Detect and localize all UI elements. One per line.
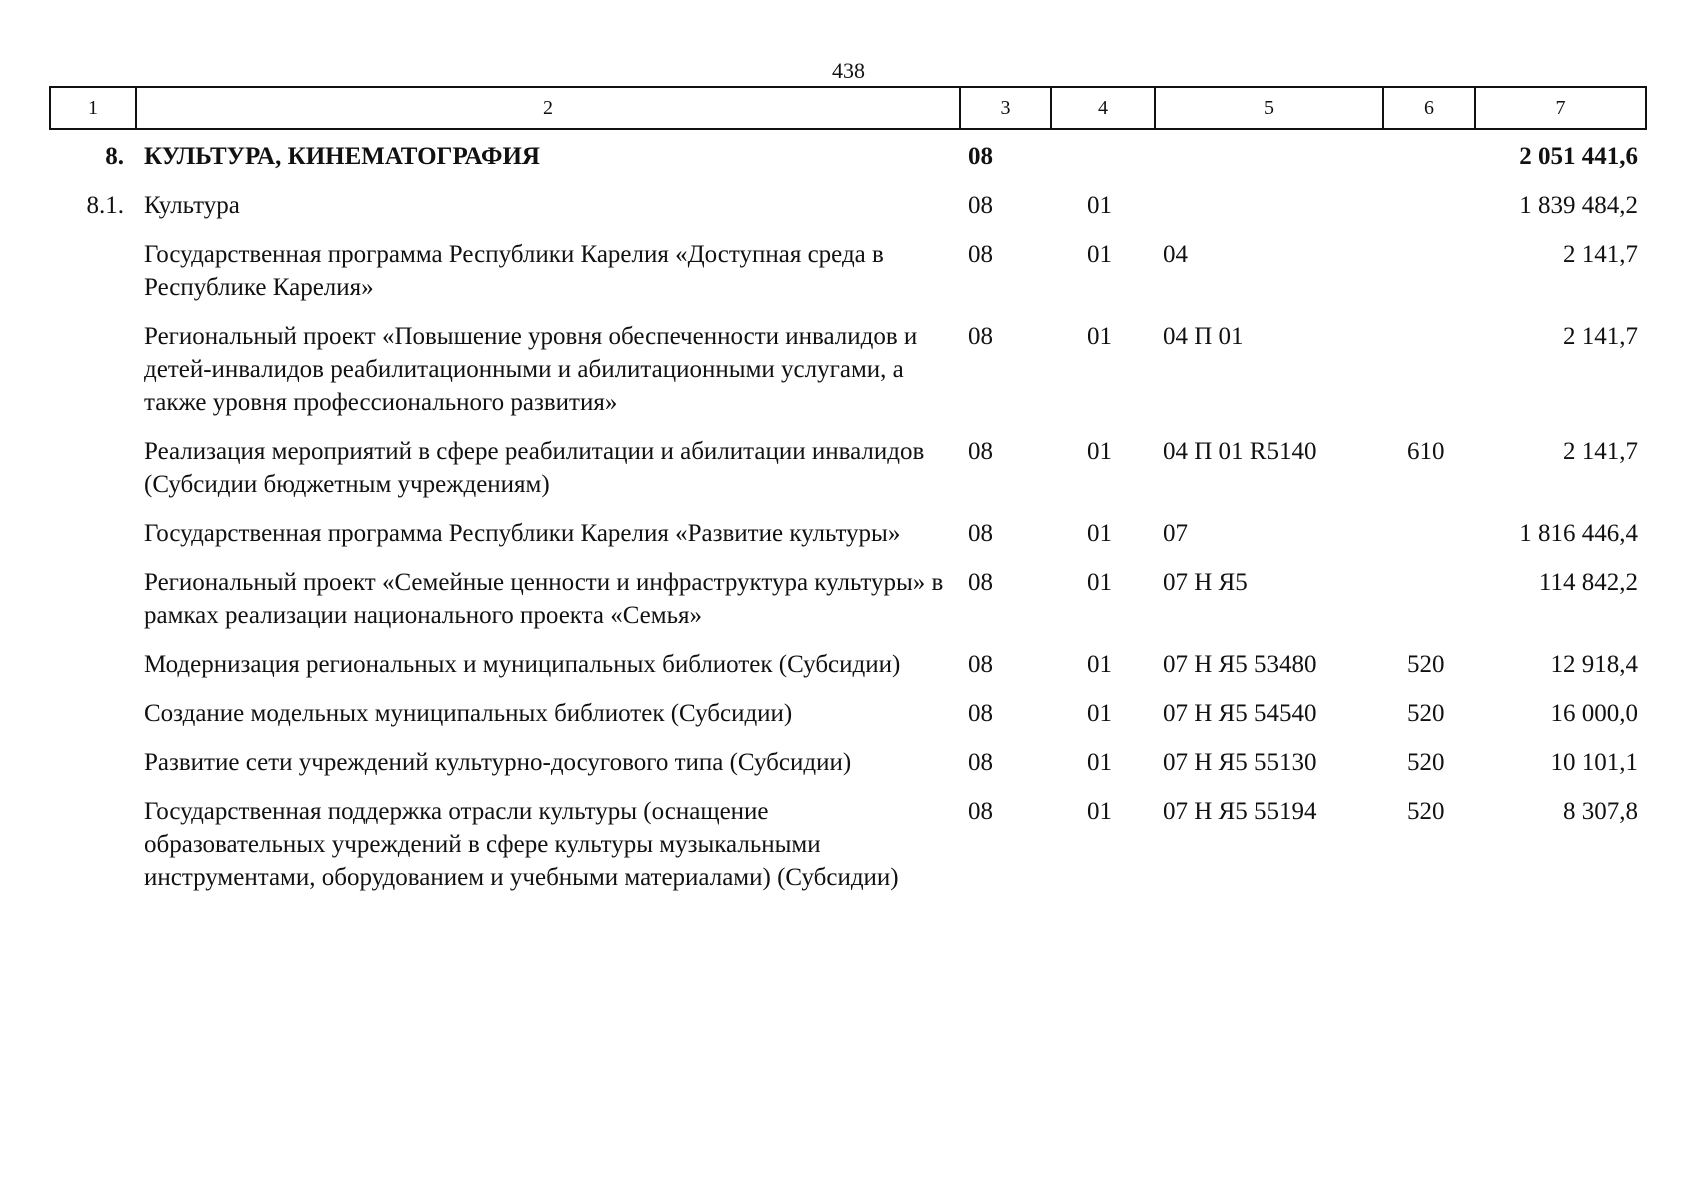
row-section-code: 08 bbox=[968, 700, 993, 727]
row-target-article: 07 bbox=[1163, 520, 1188, 547]
row-amount: 2 141,7 bbox=[1563, 323, 1638, 350]
row-name: Региональный проект «Семейные ценности и инфраструктура культуры» в рамках реализации национального проекта «Семья» bbox=[144, 569, 944, 629]
row-amount: 114 842,2 bbox=[1538, 569, 1638, 596]
row-section-code: 08 bbox=[968, 569, 993, 596]
row-subsection-code bbox=[1051, 129, 1155, 189]
row-expense-type: 520 bbox=[1407, 651, 1445, 678]
row-amount: 8 307,8 bbox=[1563, 798, 1638, 825]
header-col-4: 4 bbox=[1051, 87, 1155, 129]
row-section-code: 08 bbox=[968, 323, 993, 350]
row-number bbox=[50, 238, 136, 320]
row-expense-type: 520 bbox=[1407, 749, 1445, 776]
row-number: 8. bbox=[105, 143, 124, 170]
row-expense-type bbox=[1383, 189, 1475, 238]
row-number bbox=[50, 517, 136, 566]
row-target-article: 07 Н Я5 55130 bbox=[1163, 749, 1317, 776]
row-amount: 1 816 446,4 bbox=[1519, 520, 1638, 547]
table-body bbox=[50, 129, 1646, 910]
page-number: 438 bbox=[832, 58, 865, 83]
row-number bbox=[50, 795, 136, 910]
row-expense-type: 520 bbox=[1407, 798, 1445, 825]
row-number: 8.1. bbox=[86, 192, 124, 219]
table-row bbox=[50, 189, 1646, 238]
row-expense-type bbox=[1383, 566, 1475, 648]
header-col-7: 7 bbox=[1475, 87, 1646, 129]
table-header bbox=[50, 87, 1646, 129]
header-col-1: 1 bbox=[50, 87, 136, 129]
row-subsection-code: 01 bbox=[1087, 798, 1112, 825]
row-name: Государственная программа Республики Карелия «Доступная среда в Республике Карелия» bbox=[144, 241, 884, 301]
row-name: Государственная программа Республики Карелия «Развитие культуры» bbox=[144, 520, 901, 547]
row-number bbox=[50, 566, 136, 648]
row-name: Создание модельных муниципальных библиотек (Субсидии) bbox=[144, 700, 793, 727]
row-expense-type bbox=[1383, 517, 1475, 566]
table-row bbox=[50, 129, 1646, 189]
row-section-code: 08 bbox=[968, 520, 993, 547]
row-expense-type bbox=[1383, 320, 1475, 435]
row-amount: 1 839 484,2 bbox=[1519, 192, 1638, 219]
row-subsection-code: 01 bbox=[1087, 438, 1112, 465]
row-subsection-code: 01 bbox=[1087, 700, 1112, 727]
row-name: Модернизация региональных и муниципальных библиотек (Субсидии) bbox=[144, 651, 901, 678]
row-subsection-code: 01 bbox=[1087, 323, 1112, 350]
table-row bbox=[50, 517, 1646, 566]
row-subsection-code: 01 bbox=[1087, 651, 1112, 678]
row-target-article bbox=[1155, 189, 1383, 238]
row-name: Развитие сети учреждений культурно-досугового типа (Субсидии) bbox=[144, 749, 852, 776]
table-row bbox=[50, 697, 1646, 746]
header-row bbox=[50, 87, 1646, 129]
table-row bbox=[50, 648, 1646, 697]
row-amount: 2 051 441,6 bbox=[1519, 143, 1638, 170]
row-target-article bbox=[1155, 129, 1383, 189]
row-target-article: 07 Н Я5 bbox=[1163, 569, 1248, 596]
row-expense-type bbox=[1383, 238, 1475, 320]
header-col-5: 5 bbox=[1155, 87, 1383, 129]
row-subsection-code: 01 bbox=[1087, 749, 1112, 776]
row-section-code: 08 bbox=[968, 438, 993, 465]
table-row bbox=[50, 238, 1646, 320]
row-amount: 2 141,7 bbox=[1563, 438, 1638, 465]
row-name: Реализация мероприятий в сфере реабилитации и абилитации инвалидов (Субсидии бюджетным учреждениям) bbox=[144, 438, 925, 498]
row-section-code: 08 bbox=[968, 798, 993, 825]
row-target-article: 04 bbox=[1163, 241, 1188, 268]
row-expense-type: 610 bbox=[1407, 438, 1445, 465]
row-number bbox=[50, 746, 136, 795]
row-subsection-code: 01 bbox=[1087, 192, 1112, 219]
row-amount: 12 918,4 bbox=[1550, 651, 1638, 678]
row-section-code: 08 bbox=[968, 651, 993, 678]
row-number bbox=[50, 697, 136, 746]
header-col-2: 2 bbox=[136, 87, 960, 129]
header-col-6: 6 bbox=[1383, 87, 1475, 129]
row-target-article: 07 Н Я5 54540 bbox=[1163, 700, 1317, 727]
row-section-code: 08 bbox=[968, 192, 993, 219]
row-section-code: 08 bbox=[968, 143, 993, 170]
row-subsection-code: 01 bbox=[1087, 520, 1112, 547]
table-row bbox=[50, 566, 1646, 648]
row-amount: 10 101,1 bbox=[1550, 749, 1638, 776]
row-subsection-code: 01 bbox=[1087, 569, 1112, 596]
table-row bbox=[50, 435, 1646, 517]
row-number bbox=[50, 648, 136, 697]
header-col-3: 3 bbox=[960, 87, 1051, 129]
row-target-article: 04 П 01 bbox=[1163, 323, 1244, 350]
row-amount: 16 000,0 bbox=[1550, 700, 1638, 727]
row-section-code: 08 bbox=[968, 749, 993, 776]
row-number bbox=[50, 435, 136, 517]
row-expense-type: 520 bbox=[1407, 700, 1445, 727]
table-row bbox=[50, 795, 1646, 910]
table-row bbox=[50, 746, 1646, 795]
row-target-article: 07 Н Я5 55194 bbox=[1163, 798, 1317, 825]
row-target-article: 07 Н Я5 53480 bbox=[1163, 651, 1317, 678]
row-name: Культура bbox=[144, 192, 240, 219]
row-subsection-code: 01 bbox=[1087, 241, 1112, 268]
budget-table bbox=[49, 86, 1647, 910]
row-name: КУЛЬТУРА, КИНЕМАТОГРАФИЯ bbox=[144, 143, 540, 170]
row-amount: 2 141,7 bbox=[1563, 241, 1638, 268]
row-name: Государственная поддержка отрасли культуры (оснащение образовательных учреждений в сфере культуры музыкальными инструментами, оборудованием и учебными материалами) (Субсидии) bbox=[144, 798, 899, 891]
row-name: Региональный проект «Повышение уровня обеспеченности инвалидов и детей-инвалидов реабилитационными и абилитационными услугами, а также уровня профессионального развития» bbox=[144, 323, 918, 416]
row-target-article: 04 П 01 R5140 bbox=[1163, 438, 1317, 465]
table-row bbox=[50, 320, 1646, 435]
row-number bbox=[50, 320, 136, 435]
row-expense-type bbox=[1383, 129, 1475, 189]
row-section-code: 08 bbox=[968, 241, 993, 268]
